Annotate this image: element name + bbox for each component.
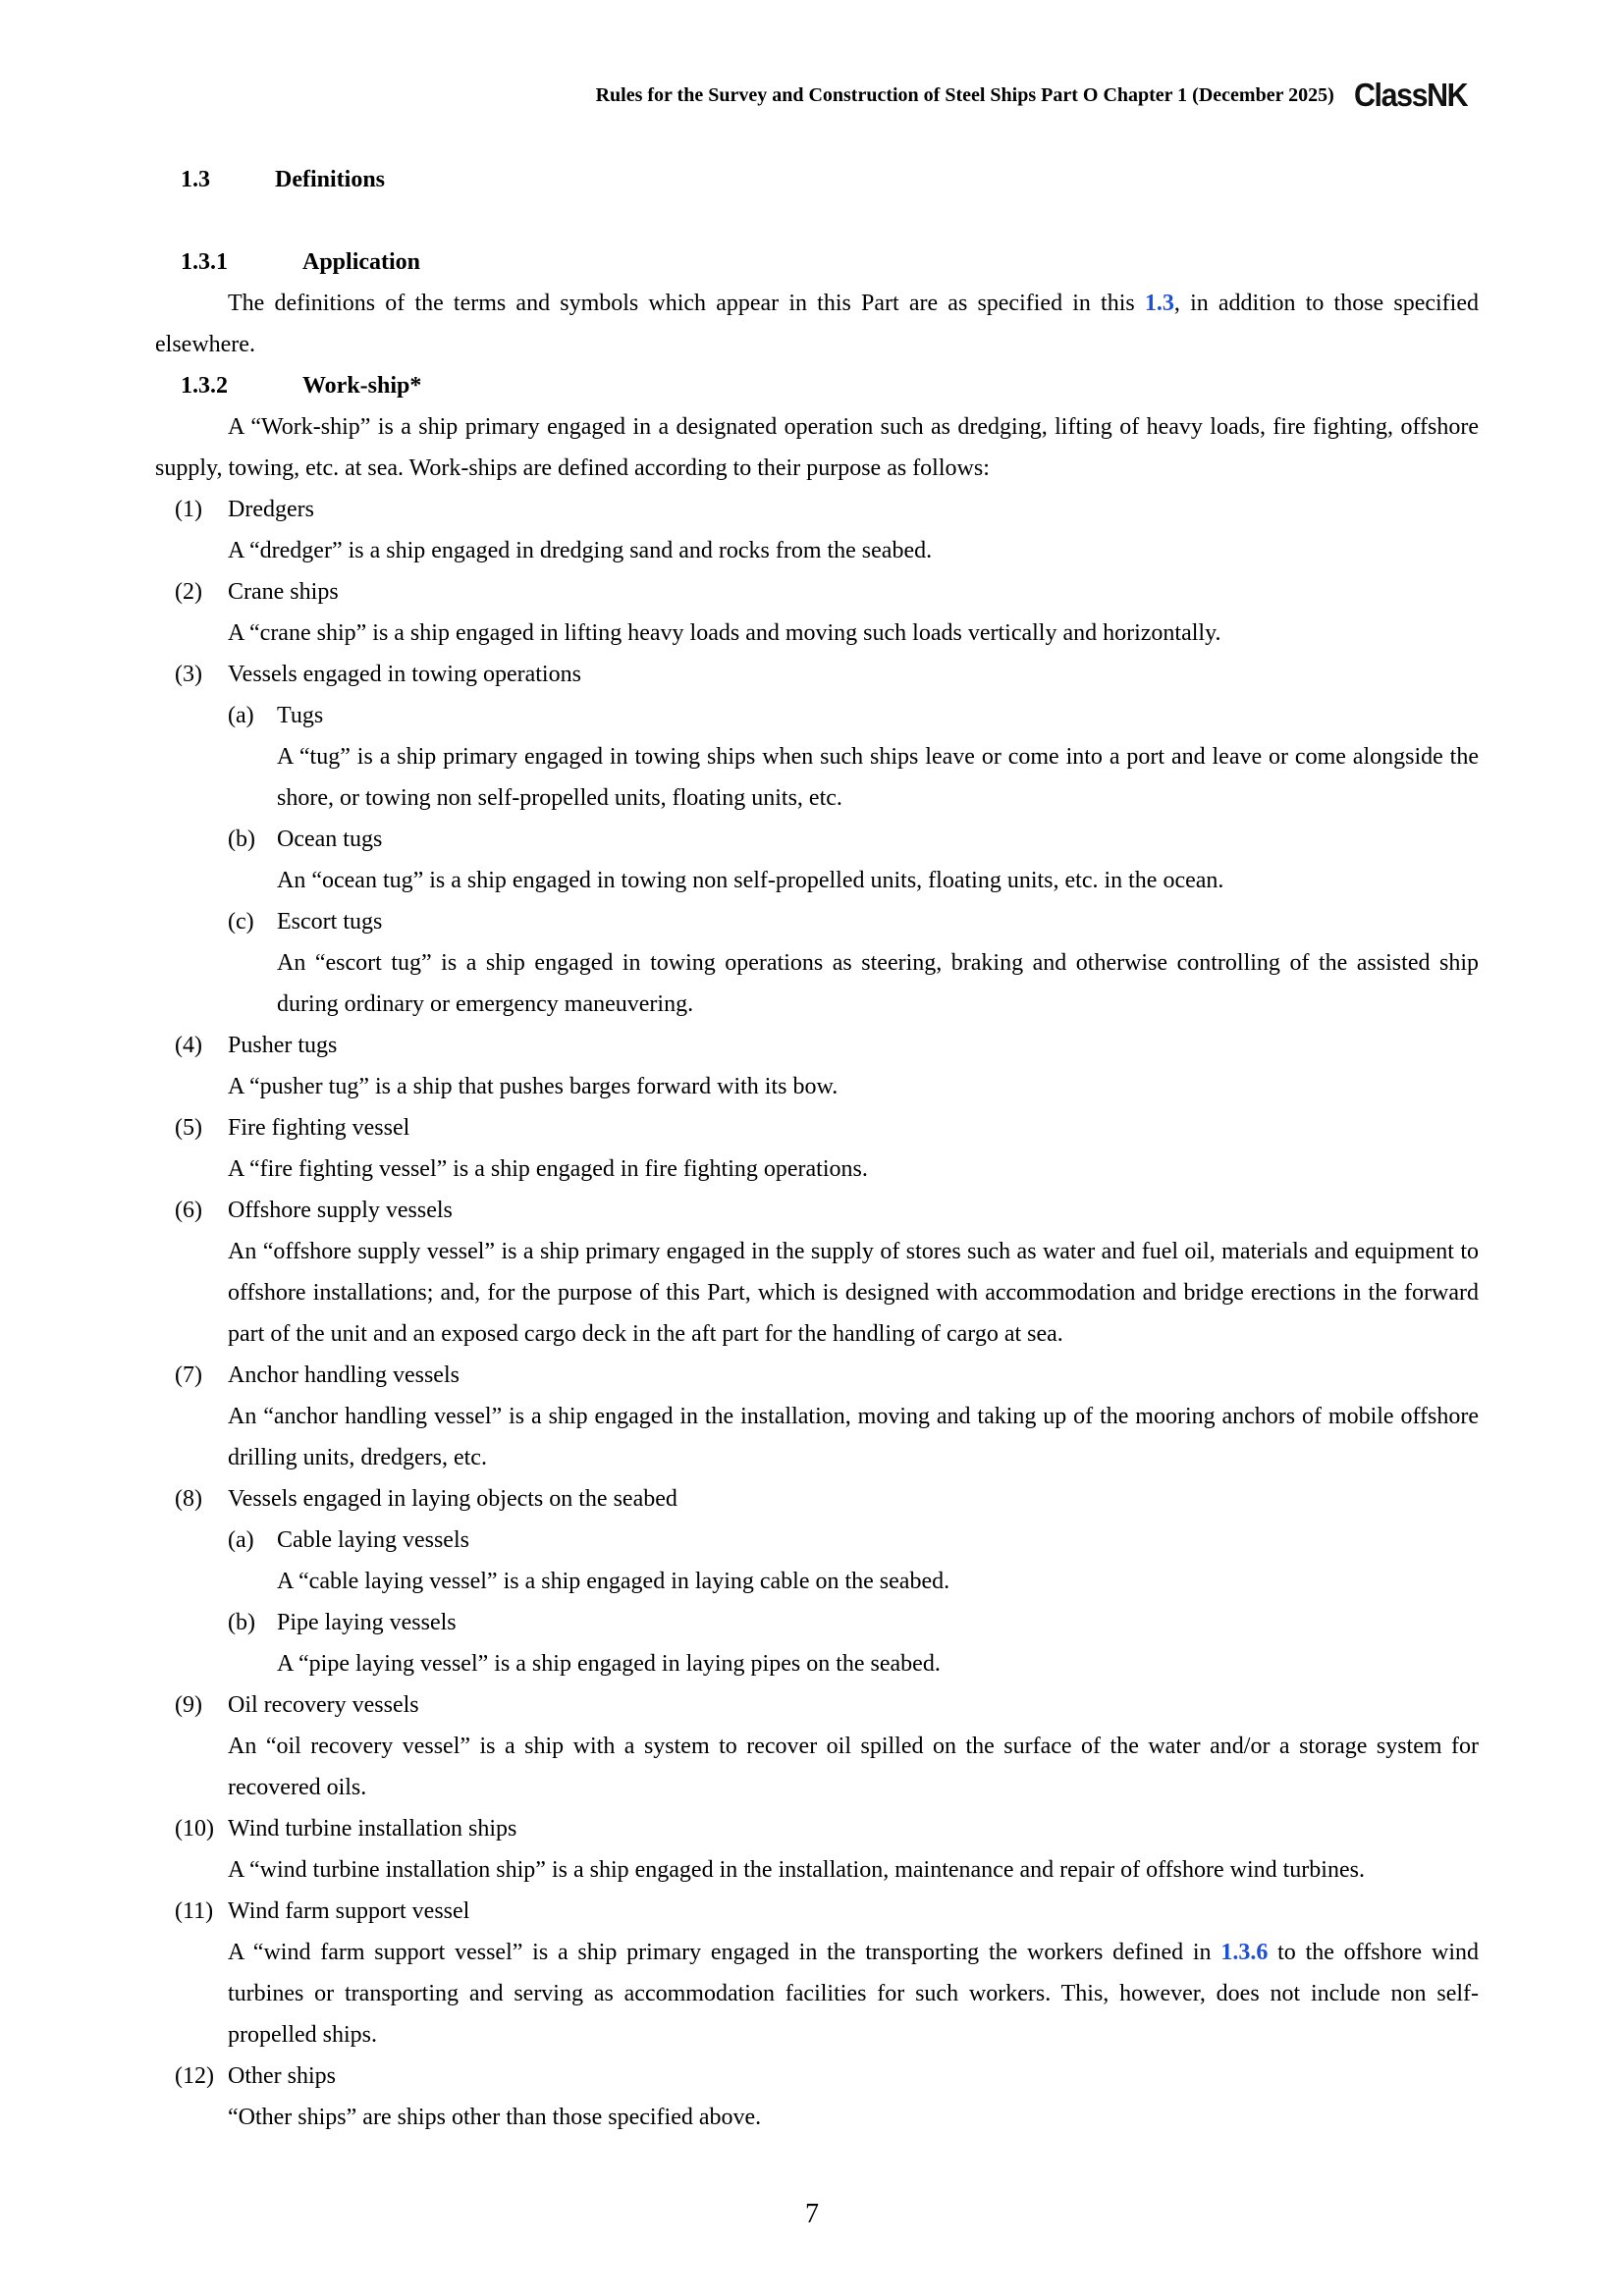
list-item-title	[155, 1025, 1479, 1066]
list-item-body: An “anchor handling vessel” is a ship engaged in the installation, moving and taking up of the mooring anchors of mobile offshore drilling units, dredgers, etc.	[228, 1404, 1479, 1470]
subsection-title: Work-ship*	[302, 373, 422, 399]
list-item-number: (5)	[175, 1115, 202, 1141]
list-item-body: An “oil recovery vessel” is a ship with a system to recover oil spilled on the surface of the water and/or a storage system for recovered oils.	[228, 1734, 1479, 1800]
list-item-label: Fire fighting vessel	[228, 1115, 410, 1141]
cross-reference-link[interactable]: 1.3.6	[1220, 1940, 1269, 1965]
sub-item-title	[155, 695, 1479, 736]
page-number: 7	[805, 2199, 819, 2229]
list-item-body: An “offshore supply vessel” is a ship primary engaged in the supply of stores such as water and fuel oil, materials and equipment to offshore installations; and, for the purpose of this Part, which is designed with accommodation and bridge erections in the forward part of the unit and an exposed cargo deck in the aft part for the handling of cargo at sea.	[228, 1239, 1479, 1347]
list-item-number: (11)	[175, 1898, 214, 1924]
running-header	[596, 77, 1477, 114]
list-item-number: (3)	[175, 662, 202, 687]
subsection-title: Application	[302, 249, 421, 275]
list-item-label: Vessels engaged in laying objects on the seabed	[228, 1486, 677, 1512]
sub-item-body: A “cable laying vessel” is a ship engaged in laying cable on the seabed.	[277, 1569, 950, 1594]
classnk-logo: ClassNK	[1353, 77, 1467, 113]
sub-item-body: An “ocean tug” is a ship engaged in towing non self-propelled units, floating units, etc. in the ocean.	[277, 868, 1224, 893]
list-item-body: A “dredger” is a ship engaged in dredging sand and rocks from the seabed.	[228, 538, 933, 563]
subsection-heading-work-ship	[155, 365, 1479, 406]
running-title: Rules for the Survey and Construction of Steel Ships Part O Chapter 1 (December 2025)	[595, 83, 1334, 106]
section-heading	[155, 159, 1479, 200]
sub-item-title	[155, 1520, 1479, 1561]
list-item-title	[155, 1190, 1479, 1231]
text-run: , in addition to those specified elsewhere.	[155, 291, 1479, 357]
list-item-number: (8)	[175, 1486, 202, 1512]
list-item-title	[155, 1808, 1479, 1849]
list-item-label: Pusher tugs	[228, 1033, 338, 1058]
sub-item-label: Tugs	[277, 703, 324, 728]
sub-item-number: (b)	[228, 827, 255, 852]
list-item-title	[155, 1107, 1479, 1148]
subsection-heading-application	[155, 241, 1479, 283]
sub-item-label: Ocean tugs	[277, 827, 383, 852]
spacer	[155, 200, 1479, 241]
list-item-title	[155, 1355, 1479, 1396]
list-item-title	[155, 571, 1479, 613]
text-run: The definitions of the terms and symbols which appear in this Part are as specified in this	[228, 291, 1145, 316]
list-item-label: Crane ships	[228, 579, 339, 605]
section-title: Definitions	[275, 167, 386, 192]
list-item-body: A “fire fighting vessel” is a ship engaged in fire fighting operations.	[228, 1156, 868, 1182]
list-item-title	[155, 1478, 1479, 1520]
sub-item-label: Cable laying vessels	[277, 1527, 469, 1553]
page-content	[155, 159, 1479, 2138]
sub-item-label: Pipe laying vessels	[277, 1610, 457, 1635]
list-item-body	[155, 1932, 1479, 2056]
work-ship-intro: A “Work-ship” is a ship primary engaged in a designated operation such as dredging, lifting of heavy loads, fire fighting, offshore supply, towing, etc. at sea. Work-ships are defined according to their purpose as follows:	[155, 414, 1479, 481]
subsection-number: 1.3.2	[181, 373, 228, 399]
sub-item-title	[155, 1602, 1479, 1643]
list-item-number: (2)	[175, 579, 202, 605]
application-paragraph	[155, 283, 1479, 365]
list-item-number: (12)	[175, 2063, 214, 2089]
text-run: to the offshore wind turbines or transporting and serving as accommodation facilities for such workers. This, however, does not include non self-propelled ships.	[228, 1940, 1479, 2048]
list-item-label: Vessels engaged in towing operations	[228, 662, 581, 687]
section-number: 1.3	[181, 167, 210, 192]
list-item-title	[155, 489, 1479, 530]
list-item-label: Wind farm support vessel	[228, 1898, 470, 1924]
list-item-label: Wind turbine installation ships	[228, 1816, 517, 1842]
sub-item-body: An “escort tug” is a ship engaged in towing operations as steering, braking and otherwise controlling of the assisted ship during ordinary or emergency maneuvering.	[277, 950, 1479, 1017]
cross-reference-link[interactable]: 1.3	[1144, 291, 1174, 316]
list-item-number: (10)	[175, 1816, 214, 1842]
subsection-number: 1.3.1	[181, 249, 228, 275]
list-item-title	[155, 1684, 1479, 1726]
sub-item-title	[155, 901, 1479, 942]
sub-item-number: (a)	[228, 703, 254, 728]
sub-item-body: A “pipe laying vessel” is a ship engaged in laying pipes on the seabed.	[277, 1651, 941, 1677]
sub-item-label: Escort tugs	[277, 909, 383, 934]
list-item-label: Dredgers	[228, 497, 314, 522]
list-item-body: “Other ships” are ships other than those specified above.	[228, 2105, 762, 2130]
sub-item-number: (b)	[228, 1610, 255, 1635]
list-item-label: Offshore supply vessels	[228, 1198, 453, 1223]
list-item-body: A “pusher tug” is a ship that pushes barges forward with its bow.	[228, 1074, 839, 1099]
list-item-number: (1)	[175, 497, 202, 522]
list-item-label: Anchor handling vessels	[228, 1362, 460, 1388]
sub-item-number: (c)	[228, 909, 254, 934]
list-item-number: (7)	[175, 1362, 202, 1388]
list-item-number: (9)	[175, 1692, 202, 1718]
list-item-body: A “wind turbine installation ship” is a ship engaged in the installation, maintenance and repair of offshore wind turbines.	[228, 1857, 1365, 1883]
sub-item-title	[155, 819, 1479, 860]
list-item-title	[155, 654, 1479, 695]
list-item-title	[155, 1891, 1479, 1932]
list-item-body: A “crane ship” is a ship engaged in lifting heavy loads and moving such loads vertically and horizontally.	[228, 620, 1221, 646]
list-item-number: (6)	[175, 1198, 202, 1223]
sub-item-body: A “tug” is a ship primary engaged in towing ships when such ships leave or come into a port and leave or come alongside the shore, or towing non self-propelled units, floating units, etc.	[277, 744, 1479, 811]
list-item-number: (4)	[175, 1033, 202, 1058]
sub-item-number: (a)	[228, 1527, 254, 1553]
list-item-label: Oil recovery vessels	[228, 1692, 419, 1718]
list-item-label: Other ships	[228, 2063, 336, 2089]
text-run: A “wind farm support vessel” is a ship primary engaged in the transporting the workers defined in	[228, 1940, 1221, 1965]
list-item-title	[155, 2056, 1479, 2097]
